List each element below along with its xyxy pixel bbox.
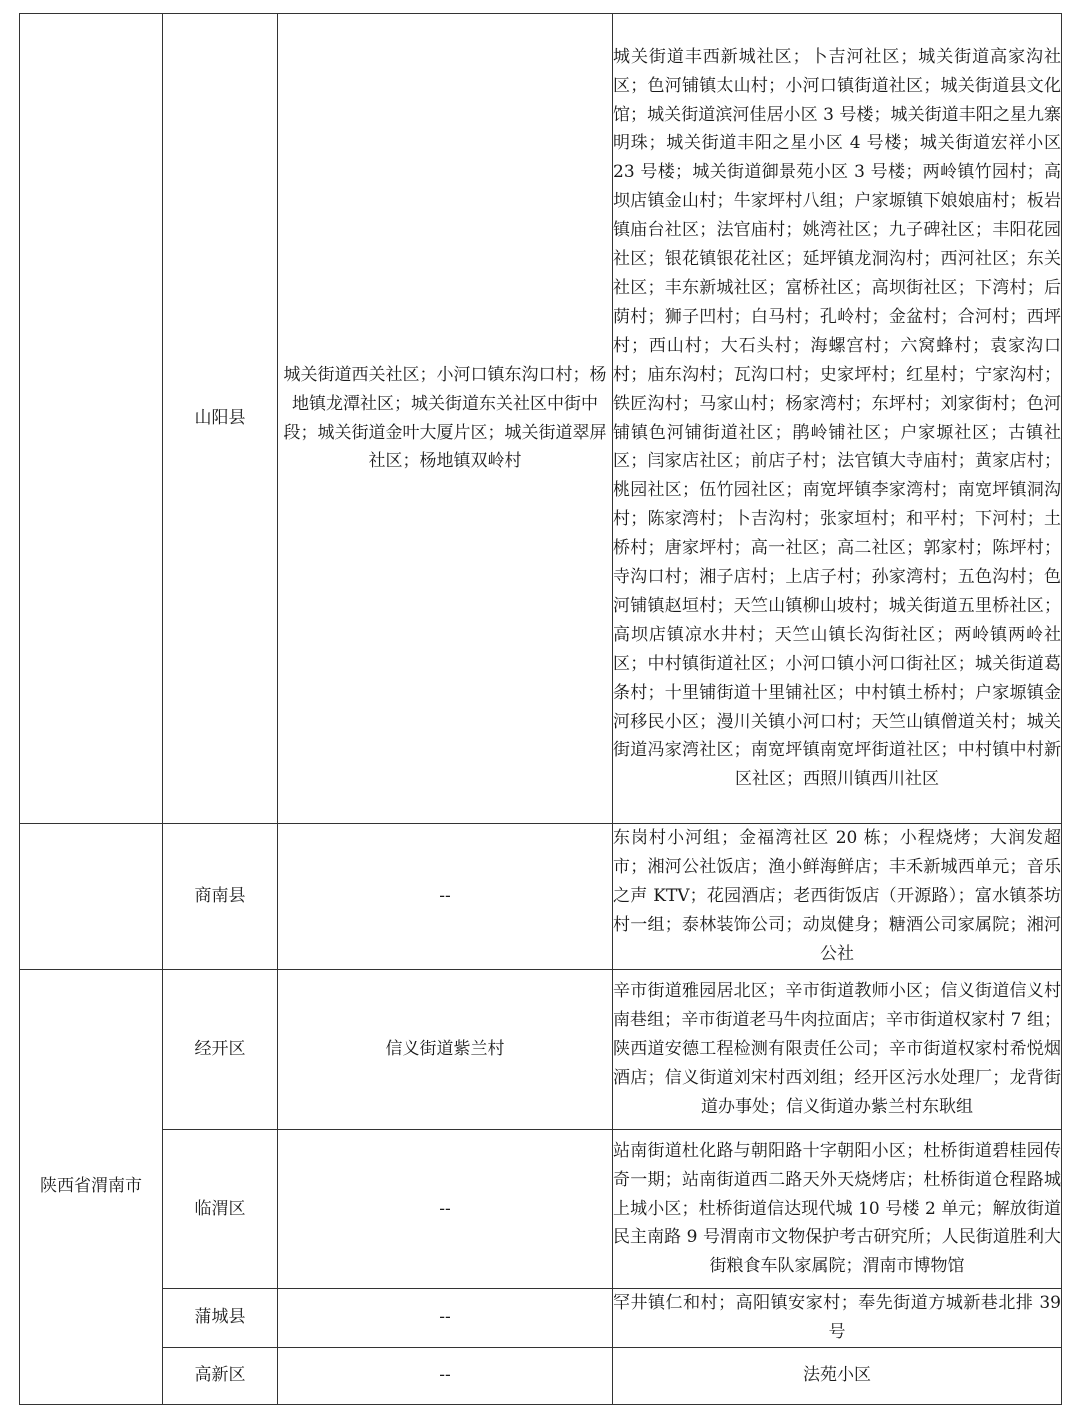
low-risk-area-cell: 法苑小区: [613, 1347, 1062, 1404]
low-risk-area-cell: 站南街道杜化路与朝阳路十字朝阳小区；杜桥街道碧桂园传奇一期；站南街道西二路天外天烧烤店；杜桥街道仓程路城上城小区；杜桥街道信达现代城 10 号楼 2 单元；解放街道民主南路 9 号渭南市文物保护考古研究所；人民街道胜利大街粮食车队家属院；渭南市博物馆: [613, 1130, 1062, 1289]
city-cell: [20, 14, 163, 824]
mid-risk-area-cell: --: [278, 1347, 613, 1404]
table-row: [20, 970, 1062, 1130]
table-row: [20, 1289, 1062, 1348]
county-cell: 山阳县: [163, 14, 278, 824]
county-cell: 经开区: [163, 970, 278, 1130]
county-cell: 商南县: [163, 824, 278, 970]
city-cell: 陕西省渭南市: [20, 970, 163, 1405]
county-cell: 高新区: [163, 1347, 278, 1404]
low-risk-area-cell: 城关街道丰西新城社区；卜吉河社区；城关街道高家沟社区；色河铺镇太山村；小河口镇街道社区；城关街道县文化馆；城关街道滨河佳居小区 3 号楼；城关街道丰阳之星九寨明珠；城关街道丰阳之星小区 4 号楼；城关街道宏祥小区 23 号楼；城关街道御景苑小区 3 号楼；两岭镇竹园村；高坝店镇金山村；牛家坪村八组；户家塬镇下娘娘庙村；板岩镇庙台社区；法官庙村；姚湾社区；九子碑社区；丰阳花园社区；银花镇银花社区；延坪镇龙洞沟村；西河社区；东关社区；丰东新城社区；富桥社区；高坝街社区；下湾村；后荫村；狮子凹村；白马村；孔岭村；金盆村；合河村；西坪村；西山村；大石头村；海螺宫村；六窝蜂村；袁家沟口村；庙东沟村；瓦沟口村；史家坪村；红星村；宁家沟村；铁匠沟村；马家山村；杨家湾村；东坪村；刘家街村；色河铺镇色河铺街道社区；鹃岭铺社区；户家塬社区；古镇社区；闫家店社区；前店子村；法官镇大寺庙村；黄家店村；桃园社区；伍竹园社区；南宽坪镇李家湾村；南宽坪镇洞沟村；陈家湾村；卜吉沟村；张家垣村；和平村；下河村；土桥村；唐家坪村；高一社区；高二社区；郭家村；陈坪村；寺沟口村；湘子店村；上店子村；孙家湾村；五色沟村；色河铺镇赵垣村；天竺山镇柳山坡村；城关街道五里桥社区；高坝店镇凉水井村；天竺山镇长沟街社区；两岭镇两岭社区；中村镇街道社区；小河口镇小河口街社区；城关街道葛条村；十里铺街道十里铺社区；中村镇土桥村；户家塬镇金河移民小区；漫川关镇小河口村；天竺山镇僧道关村；城关街道冯家湾社区；南宽坪镇南宽坪街道社区；中村镇中村新区社区；西照川镇西川社区: [613, 14, 1062, 824]
county-cell: 临渭区: [163, 1130, 278, 1289]
low-risk-area-cell: 辛市街道雅园居北区；辛市街道教师小区；信义街道信义村南巷组；辛市街道老马牛肉拉面店；辛市街道权家村 7 组；陕西道安德工程检测有限责任公司；辛市街道权家村希悦烟酒店；信义街道刘宋村西刘组；经开区污水处理厂；龙背街道办事处；信义街道办紫兰村东耿组: [613, 970, 1062, 1130]
table-row: [20, 824, 1062, 970]
city-cell: [20, 824, 163, 970]
risk-area-table: [19, 13, 1062, 1405]
mid-risk-area-cell: --: [278, 824, 613, 970]
table-row: [20, 14, 1062, 824]
table-row: [20, 1130, 1062, 1289]
table-row: [20, 1347, 1062, 1404]
mid-risk-area-cell: 信义街道紫兰村: [278, 970, 613, 1130]
mid-risk-area-cell: --: [278, 1130, 613, 1289]
county-cell: 蒲城县: [163, 1289, 278, 1348]
mid-risk-area-cell: --: [278, 1289, 613, 1348]
low-risk-area-cell: 罕井镇仁和村；高阳镇安家村；奉先街道方城新巷北排 39 号: [613, 1289, 1062, 1348]
mid-risk-area-cell: 城关街道西关社区；小河口镇东沟口村；杨地镇龙潭社区；城关街道东关社区中街中段；城关街道金叶大厦片区；城关街道翠屏社区；杨地镇双岭村: [278, 14, 613, 824]
low-risk-area-cell: 东岗村小河组；金福湾社区 20 栋；小程烧烤；大润发超市；湘河公社饭店；渔小鲜海鲜店；丰禾新城西单元；音乐之声 KTV；花园酒店；老西街饭店（开源路）；富水镇茶坊村一组；泰林装饰公司；动岚健身；糖酒公司家属院；湘河公社: [613, 824, 1062, 970]
